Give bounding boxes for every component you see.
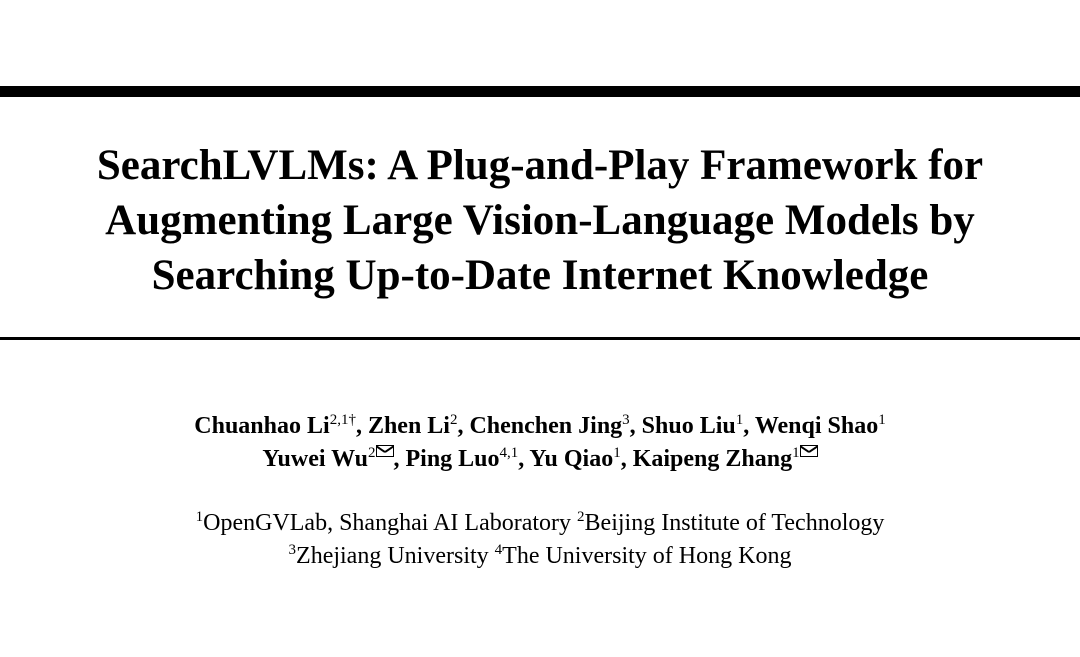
affiliation-line bbox=[0, 507, 1080, 540]
bottom-rule bbox=[0, 337, 1080, 340]
top-rule bbox=[0, 86, 1080, 97]
envelope-icon bbox=[376, 445, 394, 457]
author-name: Chuanhao Li bbox=[194, 413, 330, 439]
affiliation-name: The University of Hong Kong bbox=[502, 543, 792, 569]
author-name: Zhen Li bbox=[367, 413, 450, 439]
affiliation-line bbox=[0, 540, 1080, 573]
author-affiliation-mark: 1 bbox=[735, 412, 744, 428]
envelope-icon bbox=[800, 445, 818, 457]
author-affiliation-mark: 1 bbox=[792, 445, 818, 461]
author-name: Chenchen Jing bbox=[469, 413, 623, 439]
author-name: Wenqi Shao bbox=[754, 413, 879, 439]
affiliation-name: Beijing Institute of Technology bbox=[584, 510, 885, 536]
author-name: Yuwei Wu bbox=[262, 446, 368, 472]
author-affiliation-mark: 1 bbox=[878, 412, 886, 428]
author-line: Chuanhao $Li^{2,1\dagger}$, Zhen Li$^2$, Chenchen Jing$^3$, Shuo Liu$^1$, Wenqi Shao$^1$ bbox=[194, 412, 886, 439]
title-line: Augmenting Large Vision-Language Models by bbox=[105, 197, 975, 244]
affiliation-number: 1 bbox=[195, 509, 204, 525]
affiliation-name: OpenGVLab, Shanghai AI Laboratory bbox=[203, 510, 572, 536]
author-affiliation-mark: 1 bbox=[613, 445, 621, 461]
paper-title bbox=[0, 138, 1080, 303]
author-affiliation-mark: 2 bbox=[368, 445, 394, 461]
author-name: Shuo Liu bbox=[641, 413, 736, 439]
affiliation-number: 2 bbox=[577, 509, 585, 525]
author-name: Ping Luo bbox=[405, 446, 500, 472]
author-name: Kaipeng Zhang bbox=[632, 446, 793, 472]
title-line: Searching Up-to-Date Internet Knowledge bbox=[151, 252, 929, 299]
author-affiliation-mark: 2 bbox=[449, 412, 458, 428]
author-name: Yu Qiao bbox=[529, 446, 614, 472]
title-line: SearchLVLMs: A Plug-and-Play Framework for bbox=[96, 142, 984, 189]
author-line: Yuwei Wu$^2$ , Ping Luo$^{4,1}$, Yu Qiao$^1$, Kaipeng Zhang$^1$ bbox=[0, 443, 1080, 476]
affiliation-name: Zhejiang University bbox=[296, 543, 489, 569]
author-affiliation-mark: 4,1 bbox=[499, 445, 519, 461]
affiliation-list bbox=[0, 507, 1080, 573]
affiliation-number: 4 bbox=[494, 542, 503, 558]
affiliation-number: 3 bbox=[288, 542, 297, 558]
author-affiliation-mark: 3 bbox=[622, 412, 630, 428]
author-affiliation-mark: 2,1† bbox=[329, 412, 356, 428]
author-list bbox=[0, 410, 1080, 476]
